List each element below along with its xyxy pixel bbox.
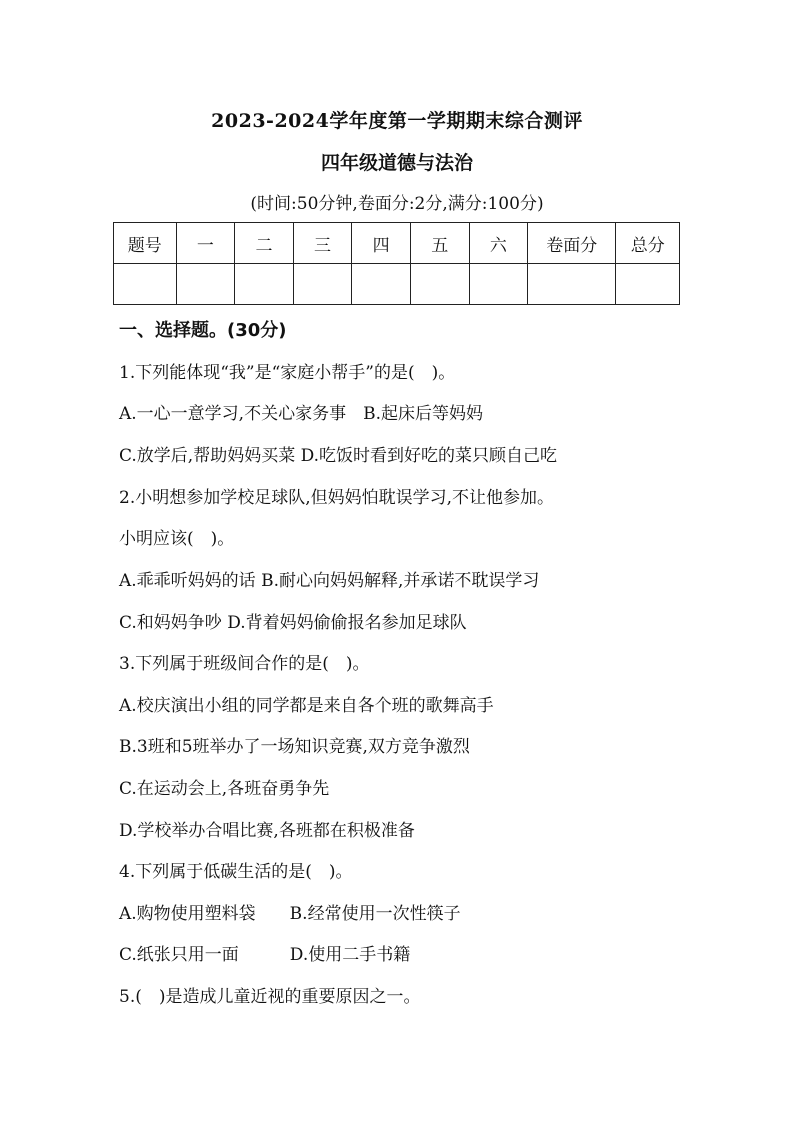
exam-subtitle: 四年级道德与法治 [320,152,473,174]
score-header-cell: 卷面分 [528,223,616,264]
score-header-cell: 六 [469,223,528,264]
score-value-cell [352,264,411,305]
question-line: A.乖乖听妈妈的话 B.耐心向妈妈解释,并承诺不耽误学习 [119,571,540,591]
score-header-cell: 四 [352,223,411,264]
question-line: C.在运动会上,各班奋勇争先 [119,779,330,799]
question-line: A.购物使用塑料袋 B.经常使用一次性筷子 [119,904,461,924]
score-table-value-row [114,264,680,305]
question-line: D.学校举办合唱比赛,各班都在积极准备 [119,821,415,841]
score-header-cell: 题号 [114,223,177,264]
score-header-cell: 总分 [616,223,680,264]
score-table [113,222,680,305]
question-line: A.校庆演出小组的同学都是来自各个班的歌舞高手 [119,696,494,716]
score-value-cell [616,264,680,305]
question-line: A.一心一意学习,不关心家务事 B.起床后等妈妈 [119,404,483,424]
score-header-cell: 三 [293,223,352,264]
question-line: C.放学后,帮助妈妈买菜 D.吃饭时看到好吃的菜只顾自己吃 [119,446,558,466]
score-value-cell [410,264,469,305]
score-header-cell: 五 [410,223,469,264]
question-line: C.和妈妈争吵 D.背着妈妈偷偷报名参加足球队 [119,613,467,633]
score-value-cell [176,264,235,305]
question-line: 小明应该( )。 [119,529,235,549]
score-value-cell [235,264,294,305]
question-line: 2.小明想参加学校足球队,但妈妈怕耽误学习,不让他参加。 [119,488,555,508]
question-line: 4.下列属于低碳生活的是( )。 [119,862,353,882]
score-value-cell [293,264,352,305]
question-line: 1.下列能体现“我”是“家庭小帮手”的是( )。 [119,363,456,383]
score-table-header-row [114,223,680,264]
score-value-cell [528,264,616,305]
question-line: 3.下列属于班级间合作的是( )。 [119,654,370,674]
score-value-cell [469,264,528,305]
question-line: C.纸张只用一面 D.使用二手书籍 [119,945,411,965]
exam-title: 2023-2024学年度第一学期期末综合测评 [211,110,583,132]
section-heading: 一、选择题。(30分) [119,320,287,341]
question-line: B.3班和5班举办了一场知识竞赛,双方竞争激烈 [119,737,470,757]
score-value-cell [114,264,177,305]
score-header-cell: 一 [176,223,235,264]
exam-info: (时间:50分钟,卷面分:2分,满分:100分) [250,194,544,214]
question-line: 5.( )是造成儿童近视的重要原因之一。 [119,987,421,1007]
score-header-cell: 二 [235,223,294,264]
